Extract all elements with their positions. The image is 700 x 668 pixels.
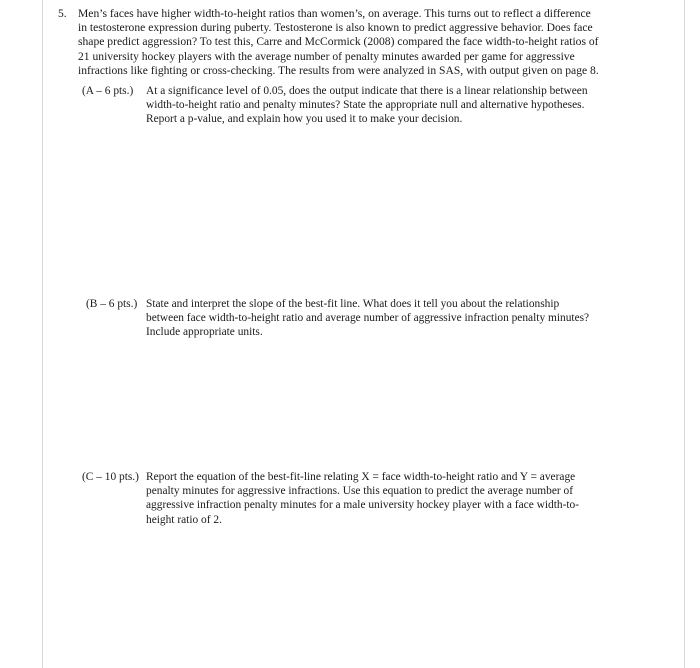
part-a-label: (A – 6 pts.) bbox=[82, 85, 134, 97]
stem-line: infractions like fighting or cross-checking. The results from were analyzed in SAS, with output given on page 8. bbox=[78, 63, 599, 77]
question-5 bbox=[58, 7, 648, 78]
stem-line: shape predict aggression? To test this, Carre and McCormick (2008) compared the face width-to-height ratios of bbox=[78, 35, 599, 49]
page-left-border bbox=[42, 0, 43, 668]
part-a bbox=[82, 84, 642, 127]
part-a-line: width-to-height ratio and penalty minutes? State the appropriate null and alternative hypotheses. bbox=[146, 99, 585, 112]
part-c-line: aggressive infraction penalty minutes for a male university hockey player with a face width-to- bbox=[146, 499, 580, 512]
question-number: 5. bbox=[58, 7, 67, 20]
part-c bbox=[82, 470, 642, 527]
part-b-line: between face width-to-height ratio and average number of aggressive infraction penalty minutes? bbox=[146, 312, 590, 325]
part-b-text bbox=[146, 297, 646, 340]
part-a-line: At a significance level of 0.05, does the output indicate that there is a linear relationship between bbox=[146, 85, 588, 97]
part-a-text bbox=[146, 84, 642, 127]
stem-line: Men’s faces have higher width-to-height ratios than women’s, on average. This turns out to reflect a difference bbox=[78, 7, 591, 20]
part-c-line: Report the equation of the best-fit-line relating X = face width-to-height ratio and Y = average bbox=[146, 471, 576, 483]
part-c-line: height ratio of 2. bbox=[146, 513, 222, 526]
part-b-label: (B – 6 pts.) bbox=[86, 298, 138, 310]
stem-line: in testosterone expression during puberty. Testosterone is also known to predict aggressive behavior. Does face bbox=[78, 21, 593, 35]
question-stem bbox=[78, 7, 648, 78]
part-b bbox=[86, 297, 646, 340]
part-c-line: penalty minutes for aggressive infractions. Use this equation to predict the average number of bbox=[146, 485, 574, 498]
part-b-line: State and interpret the slope of the best-fit line. What does it tell you about the relationship bbox=[146, 298, 560, 310]
part-b-line: Include appropriate units. bbox=[146, 326, 263, 339]
page-right-border bbox=[684, 0, 685, 668]
part-c-text bbox=[146, 470, 642, 527]
part-a-line: Report a p-value, and explain how you used it to make your decision. bbox=[146, 113, 463, 126]
part-c-label: (C – 10 pts.) bbox=[82, 471, 139, 483]
stem-line: 21 university hockey players with the average number of penalty minutes awarded per game for aggressive bbox=[78, 49, 575, 63]
